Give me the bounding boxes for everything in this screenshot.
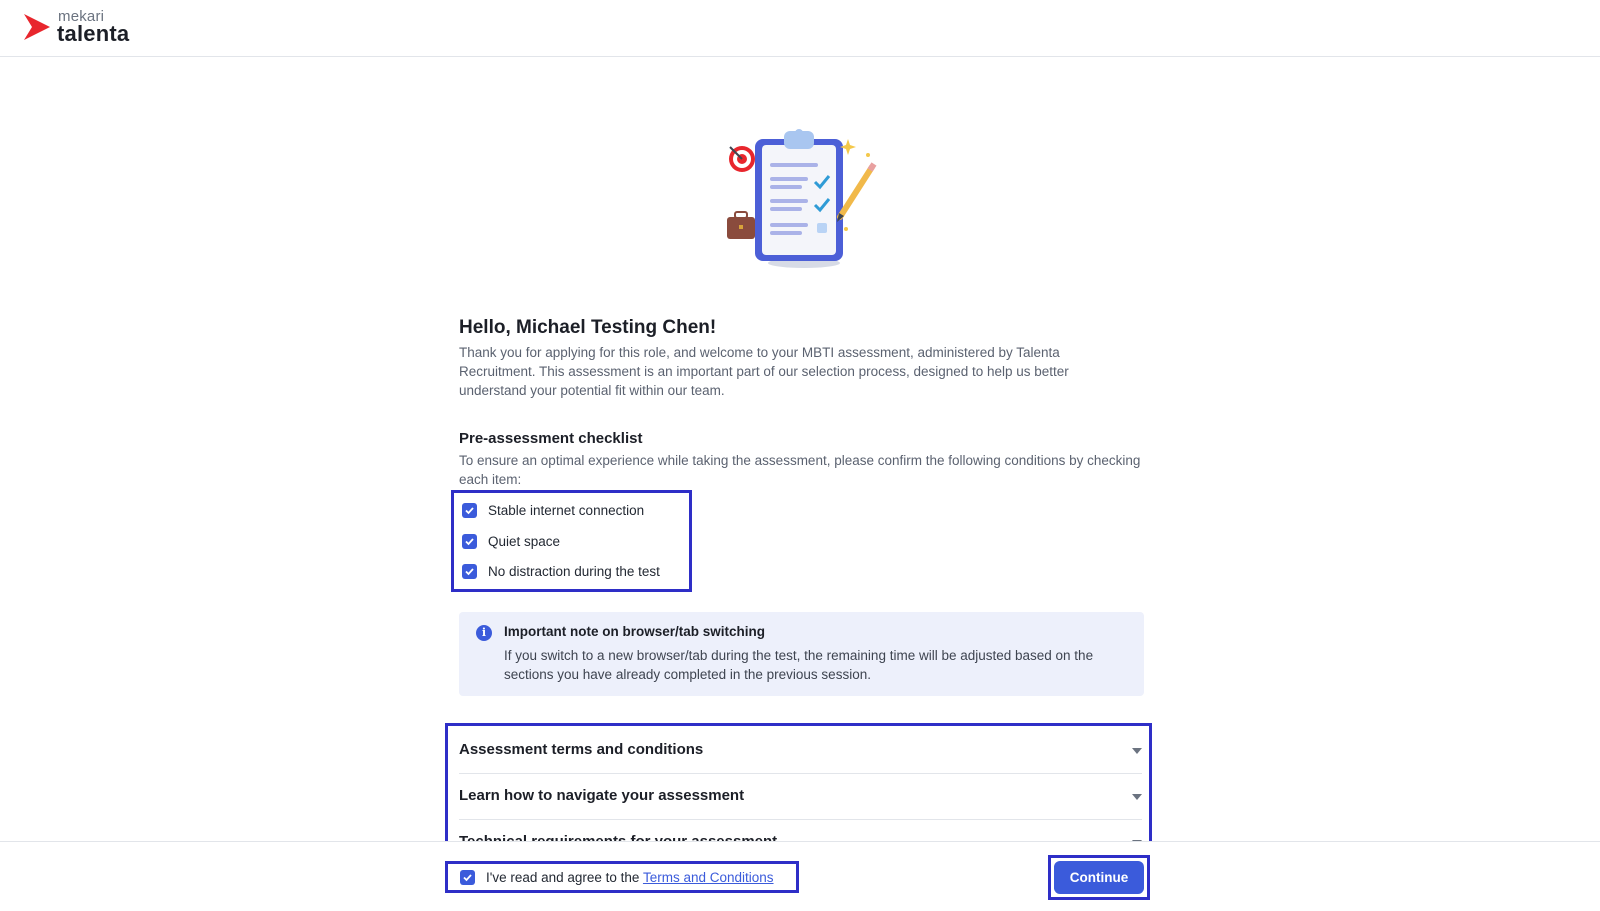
checklist-description: To ensure an optimal experience while taking the assessment, please confirm the following conditions by checking each item: [459, 453, 1141, 487]
logo-text-talenta: talenta [57, 21, 130, 46]
continue-button[interactable]: Continue [1054, 861, 1144, 894]
accordion-terms[interactable] [459, 728, 1142, 774]
welcome-section [459, 316, 1144, 400]
checklist-item[interactable] [462, 561, 660, 581]
continue-button-frame [1048, 855, 1150, 900]
checklist-item-label: Quiet space [488, 533, 561, 549]
briefcase-icon [727, 212, 755, 239]
checkbox-checked-icon[interactable] [462, 534, 477, 549]
intro-text: Thank you for applying for this role, and welcome to your MBTI assessment, administered by Talenta Recruitment. This assessment is an important part of our selection process, designed to help us better understand your potential fit within our team. [459, 345, 1069, 398]
accordion-label: Learn how to navigate your assessment [459, 787, 745, 804]
chevron-down-icon[interactable] [1132, 748, 1142, 754]
brand-chevron-icon [22, 12, 52, 42]
accordion-navigation[interactable] [459, 774, 1142, 820]
mekari-talenta-logo[interactable] [22, 8, 152, 48]
info-icon: i [476, 625, 492, 641]
chevron-down-icon[interactable] [1132, 794, 1142, 800]
terms-link[interactable]: Terms and Conditions [642, 869, 774, 885]
greeting-heading: Hello, Michael Testing Chen! [459, 317, 717, 338]
accordion-label: Assessment terms and conditions [459, 741, 704, 758]
clipboard-checklist-illustration [722, 125, 897, 273]
agree-text [486, 870, 774, 885]
top-bar [0, 0, 1600, 57]
checklist-item[interactable] [462, 531, 560, 551]
agree-prefix: I've read and agree to the [486, 869, 643, 885]
checklist-item-label: Stable internet connection [488, 502, 645, 518]
checklist-item[interactable] [462, 500, 644, 520]
checklist-title: Pre-assessment checklist [459, 430, 643, 447]
agree-terms-checkbox[interactable] [445, 861, 799, 893]
footer-bar [0, 841, 1600, 911]
target-icon [729, 146, 755, 172]
note-text: If you switch to a new browser/tab during the test, the remaining time will be adjusted based on the sections you have already completed in the previous session. [504, 648, 1094, 682]
checkbox-checked-icon[interactable] [462, 564, 477, 579]
checklist-group [451, 490, 692, 592]
info-note [459, 612, 1144, 696]
checkbox-checked-icon[interactable] [462, 503, 477, 518]
checklist-item-label: No distraction during the test [488, 563, 660, 579]
checkbox-checked-icon[interactable] [460, 870, 475, 885]
note-title: Important note on browser/tab switching [504, 624, 766, 639]
accordion-group [445, 723, 1152, 851]
logo-text-mekari: mekari [58, 8, 105, 25]
